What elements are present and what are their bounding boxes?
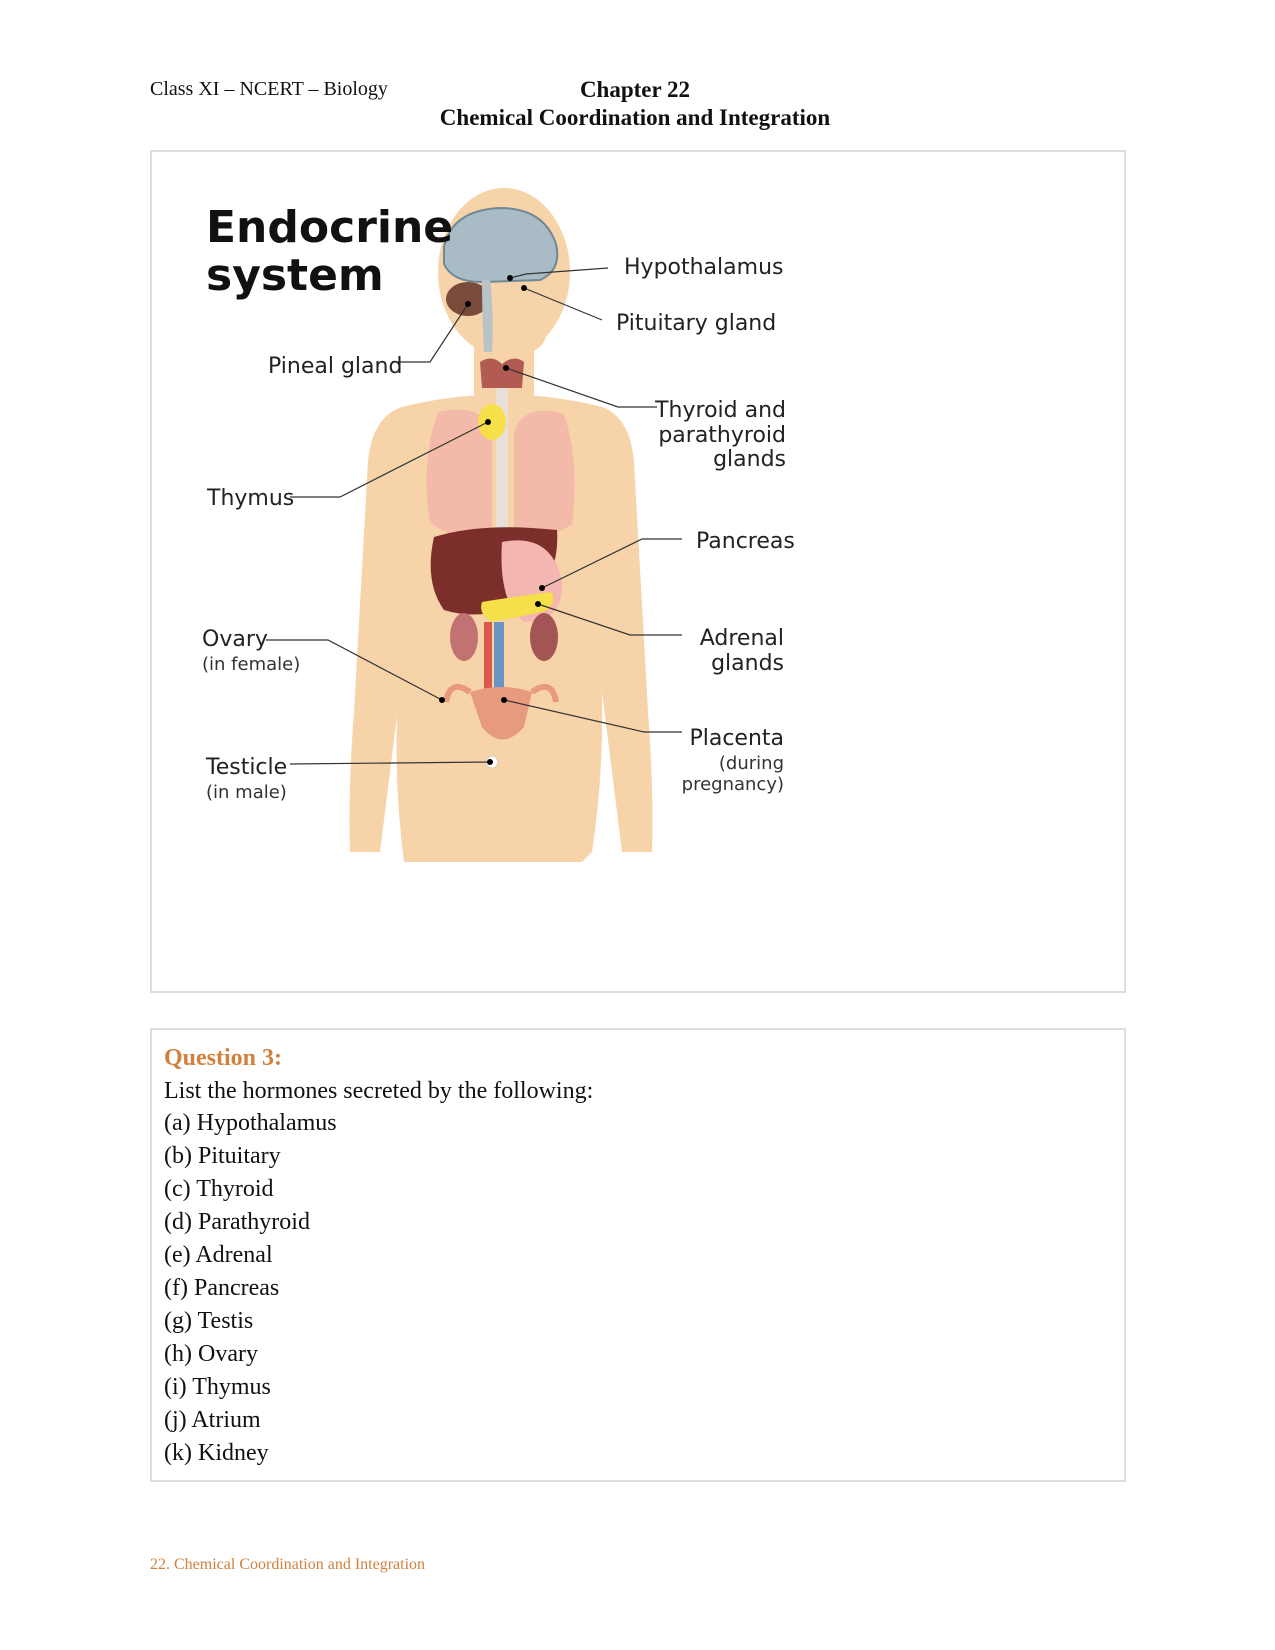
list-item: (h) Ovary — [164, 1341, 258, 1367]
page-footer: 22. Chemical Coordination and Integration — [150, 1556, 426, 1573]
question-list — [164, 1107, 1124, 1470]
list-item: (f) Pancreas — [164, 1275, 280, 1301]
question-prompt: List the hormones secreted by the following: — [164, 1078, 594, 1104]
kidney-right — [530, 613, 558, 661]
label-testicle: Testicle — [206, 755, 288, 780]
list-item: (c) Thyroid — [164, 1176, 274, 1202]
kidney-left — [450, 613, 478, 661]
list-item: (k) Kidney — [164, 1440, 269, 1466]
label-pineal: Pineal gland — [268, 354, 403, 379]
chapter-number: Chapter 22 — [579, 77, 691, 102]
header-subject: Class XI – NCERT – Biology — [150, 78, 388, 100]
label-thyroid-1: Thyroid and — [655, 398, 786, 423]
chapter-title: Chemical Coordination and Integration — [439, 105, 831, 130]
question-box — [150, 1028, 1126, 1482]
list-item: (e) Adrenal — [164, 1242, 273, 1268]
label-pituitary: Pituitary gland — [616, 311, 777, 336]
label-testicle-note: (in male) — [206, 782, 287, 803]
label-thyroid-3: glands — [713, 447, 786, 472]
label-pancreas: Pancreas — [696, 529, 795, 554]
label-adrenal-1: Adrenal — [699, 626, 784, 651]
endocrine-diagram — [152, 152, 1124, 991]
list-item: (g) Testis — [164, 1308, 254, 1334]
label-placenta-note-1: (during — [718, 753, 784, 774]
thymus-shape — [478, 404, 506, 440]
question-title: Question 3: — [164, 1045, 283, 1071]
label-adrenal-2: glands — [711, 651, 784, 676]
list-item: (i) Thymus — [164, 1374, 271, 1400]
label-thymus: Thymus — [207, 486, 295, 511]
brainstem-shape — [482, 280, 493, 352]
list-item: (j) Atrium — [164, 1407, 261, 1433]
label-thyroid-2: parathyroid — [658, 423, 786, 448]
list-item: (a) Hypothalamus — [164, 1110, 337, 1136]
lung-right — [514, 411, 575, 536]
label-placenta: Placenta — [689, 726, 784, 751]
brain-shape — [444, 208, 557, 282]
list-item: (b) Pituitary — [164, 1143, 281, 1169]
label-ovary: Ovary — [202, 627, 268, 652]
label-placenta-note-2: pregnancy) — [681, 774, 784, 795]
figure-box — [150, 150, 1126, 993]
list-item: (d) Parathyroid — [164, 1209, 310, 1235]
label-ovary-note: (in female) — [202, 654, 301, 675]
figure-title-line1: Endocrine — [206, 202, 454, 253]
chapter-heading — [425, 76, 845, 132]
figure-title-line2: system — [206, 250, 384, 301]
label-hypothalamus: Hypothalamus — [624, 255, 784, 280]
